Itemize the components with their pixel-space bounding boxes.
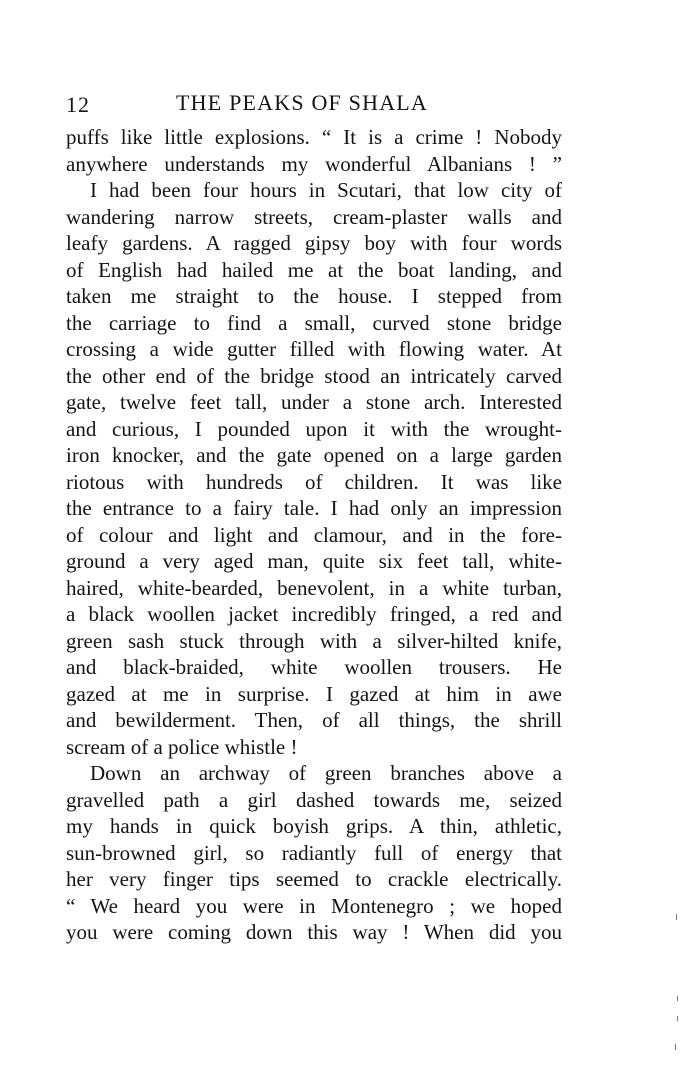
text-line: I had been four hours in Scutari, that low city of — [90, 178, 562, 202]
text-line: puffs like little explosions. “ It is a crime ! Nobody — [66, 125, 562, 149]
running-head — [66, 90, 564, 120]
text-line: leafy gardens. A ragged gipsy boy with four words — [66, 231, 562, 255]
text-line: “ We heard you were in Montenegro ; we hoped — [66, 893, 562, 918]
page-number: 12 — [66, 92, 90, 117]
text-line: haired, white-bearded, benevolent, in a white turban, — [66, 575, 562, 600]
text-line: gazed at me in surprise. I gazed at him in awe — [66, 681, 562, 706]
text-line: the carriage to find a small, curved stone bridge — [66, 310, 562, 335]
text-line: of colour and light and clamour, and in the fore- — [66, 522, 562, 547]
text-line: scream of a police whistle ! — [66, 734, 298, 759]
running-title: THE PEAKS OF SHALA — [176, 90, 429, 115]
text-line: you were coming down this way ! When did you — [66, 920, 562, 944]
text-line: ground a very aged man, quite six feet tall, white- — [66, 549, 562, 573]
text-line: and curious, I pounded upon it with the wrought- — [66, 416, 562, 441]
text-line: green sash stuck through with a silver-hilted knife, — [66, 628, 562, 653]
text-line: my hands in quick boyish grips. A thin, athletic, — [66, 814, 562, 838]
text-line: sun-browned girl, so radiantly full of energy that — [66, 840, 562, 865]
text-line: and black-braided, white woollen trousers. He — [66, 655, 562, 679]
text-line: gravelled path a girl dashed towards me, seized — [66, 787, 562, 812]
body-text — [66, 124, 562, 946]
text-line: a black woollen jacket incredibly fringed, a red and — [66, 602, 562, 626]
text-line: and bewilderment. Then, of all things, the shrill — [66, 708, 562, 732]
text-line: the entrance to a fairy tale. I had only an impression — [66, 496, 562, 520]
text-line: her very finger tips seemed to crackle electrically. — [66, 867, 562, 891]
text-line: gate, twelve feet tall, under a stone arch. Interested — [66, 390, 562, 414]
text-line: crossing a wide gutter filled with flowing water. At — [66, 337, 562, 361]
text-line: anywhere understands my wonderful Albanians ! ” — [66, 151, 562, 176]
text-line: wandering narrow streets, cream-plaster walls and — [66, 204, 562, 229]
text-line: of English had hailed me at the boat landing, and — [66, 257, 562, 282]
text-line: riotous with hundreds of children. It was like — [66, 469, 562, 494]
text-line: taken me straight to the house. I stepped from — [66, 284, 562, 308]
text-line: iron knocker, and the gate opened on a large garden — [66, 443, 562, 467]
text-line: the other end of the bridge stood an intricately carved — [66, 363, 562, 388]
text-line: Down an archway of green branches above a — [90, 761, 562, 785]
